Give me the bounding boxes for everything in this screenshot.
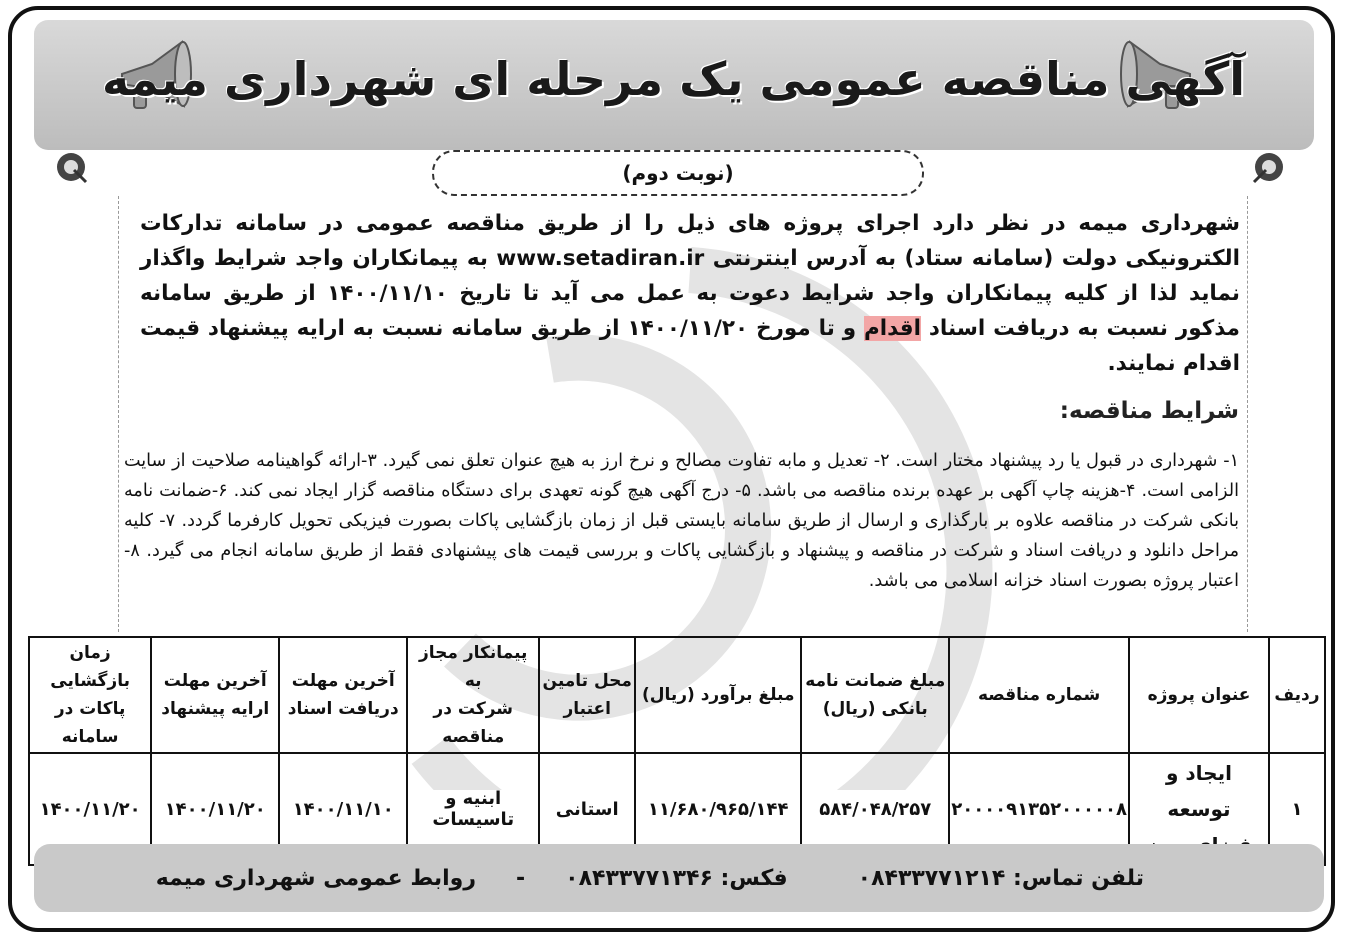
col-estimate: مبلغ برآورد (ریال)	[635, 637, 801, 753]
ad-title: آگهی مناقصه عمومی یک مرحله ای شهرداری میمه	[102, 52, 1245, 106]
col-offer-deadline: آخرین مهلت ارایه پیشنهاد	[151, 637, 279, 753]
cell-guarantee: ۵۸۴/۰۴۸/۲۵۷	[801, 753, 949, 865]
cell-estimate: ۱۱/۶۸۰/۹۶۵/۱۴۴	[635, 753, 801, 865]
conditions-heading: شرایط مناقصه:	[1059, 398, 1239, 424]
col-guarantee: مبلغ ضمانت نامه بانکی (ریال)	[801, 637, 949, 753]
cell-project-title: ایجاد و توسعه	[1129, 753, 1269, 865]
conditions-text: ۱- شهرداری در قبول یا رد پیشنهاد مختار است. ۲- تعدیل و مابه تفاوت مصالح و نرخ ارز به هیچ عنوان تعلق نمی گیرد. ۳-ارائه گواهینامه صلاحیت از سایت الزامی است. ۴-هزینه چاپ آگهی بر عهده برنده مناقصه می باشد. ۵- درج آگهی هیچ گونه تعهدی برای دستگاه مناقصه گزار ایجاد نمی کند. ۶-ضمانت نامه بانکی شرکت در مناقصه علاوه بر بارگذاری و ارسال از طریق سامانه بایستی قبل از زمان بازگشایی پاکات بصورت فیزیکی تحویل کارفرما گردد. ۷- کلیه مراحل دانلود و دریافت اسناد و شرکت در مناقصه و پیشنهاد و بازگشایی پاکات و بررسی قیمت های پیشنهادی فقط از طریق سامانه انجام می گیرد. ۸- اعتبار پروژه بصورت اسناد خزانه اسلامی می باشد.	[124, 451, 1240, 591]
cell-contractor: ابنیه و تاسیسات	[407, 753, 539, 865]
cell-opening: ۱۴۰۰/۱۱/۲۰	[29, 753, 151, 865]
pushpin-icon	[54, 150, 88, 184]
footer-fax: فکس: ۰۸۴۳۳۷۷۱۳۴۶	[565, 865, 788, 891]
cell-funding: استانی	[539, 753, 635, 865]
col-contractor: پیمانکار مجاز به شرکت در مناقصه	[407, 637, 539, 753]
footer-phone: تلفن تماس: ۰۸۴۳۳۷۷۱۲۱۴	[857, 865, 1144, 891]
pushpin-icon	[1252, 150, 1286, 184]
col-tender-no: شماره مناقصه	[949, 637, 1129, 753]
cell-doc-deadline: ۱۴۰۰/۱۱/۱۰	[279, 753, 407, 865]
cell-row-no: ۱	[1269, 753, 1325, 865]
footer-contact	[34, 844, 1324, 912]
tender-table	[28, 636, 1326, 866]
table-header-row	[29, 637, 1325, 753]
col-project-title: عنوان پروژه	[1129, 637, 1269, 753]
footer-separator: -	[516, 865, 526, 891]
notice-round: (نوبت دوم)	[432, 150, 924, 196]
intro-text: شهرداری میمه در نظر دارد اجرای پروژه های ذیل را از طریق مناقصه عمومی در سامانه تدارکات الکترونیکی دولت (سامانه ستاد) به آدرس اینترنتی www.setadiran.ir به پیمانکاران واجد شرایط واگذار نماید لذا از کلیه پیمانکاران واجد شرایط دعوت به عمل می آید تا تاریخ ۱۴۰۰/۱۱/۱۰ از طریق سامانه مذکور نسبت به دریافت اسناد	[140, 211, 1240, 341]
footer-org: روابط عمومی شهرداری میمه	[155, 865, 477, 891]
intro-text-end: و تا مورخ ۱۴۰۰/۱۱/۲۰ از طریق سامانه نسبت به ارایه پیشنهاد قیمت اقدام نمایند.	[140, 316, 1240, 376]
col-opening: زمان بازگشایی پاکات در سامانه	[29, 637, 151, 753]
col-funding: محل تامین اعتبار	[539, 637, 635, 753]
col-doc-deadline: آخرین مهلت دریافت اسناد	[279, 637, 407, 753]
col-row-no: ردیف	[1269, 637, 1325, 753]
cell-offer-deadline: ۱۴۰۰/۱۱/۲۰	[151, 753, 279, 865]
intro-paragraph	[140, 206, 1240, 381]
highlighted-word: اقدام	[863, 316, 921, 341]
cell-tender-no: ۲۰۰۰۰۹۱۳۵۲۰۰۰۰۰۸	[949, 753, 1129, 865]
